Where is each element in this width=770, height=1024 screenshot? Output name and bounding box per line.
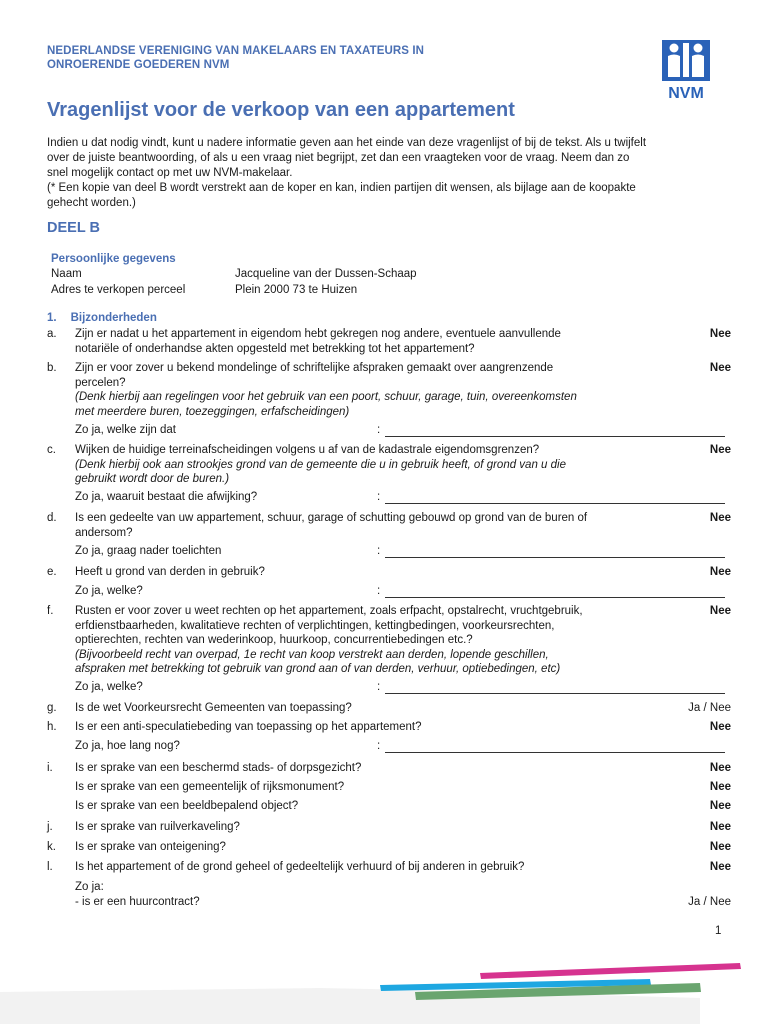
answer-line[interactable]: [385, 503, 725, 504]
question-letter: d.: [47, 512, 57, 524]
intro-line: (* Een kopie van deel B wordt verstrekt aan de koper en kan, indien partijen dit wensen, als bijlage aan de koopakte: [47, 182, 636, 194]
question-letter: k.: [47, 841, 56, 853]
answer: Ja / Nee: [688, 702, 731, 714]
question-text: Heeft u grond van derden in gebruik?: [75, 566, 265, 578]
org-line-1: NEDERLANDSE VERENIGING VAN MAKELAARS EN TAXATEURS IN: [47, 45, 425, 57]
section-label: Bijzonderheden: [70, 312, 157, 324]
question-text: erfdienstbaarheden, kwalitatieve rechten of verplichtingen, kettingbedingen, voorkeursrechten,: [75, 619, 555, 632]
answer-line[interactable]: [385, 752, 725, 753]
name-row: [51, 268, 417, 280]
question-text: percelen?: [75, 376, 126, 389]
answer: Nee: [709, 444, 731, 456]
question-text: Is er sprake van een beschermd stads- of dorpsgezicht?: [75, 762, 362, 774]
answer: Nee: [709, 605, 731, 617]
intro-line: Indien u dat nodig vindt, kunt u nadere informatie geven aan het einde van deze vragenlijst of bij de tekst. Als u twijfelt: [47, 137, 647, 149]
section-number: 1.: [47, 312, 57, 324]
section-title: DEEL B: [47, 220, 100, 236]
question-text: Zo ja:: [75, 881, 104, 893]
question-note: afspraken met betrekking tot gebruik van grond aan of van derden, verhuur, optiebedingen, etc): [75, 663, 561, 675]
org-line-2: ONROERENDE GOEDEREN NVM: [47, 59, 230, 71]
answer-line[interactable]: [385, 436, 725, 437]
question-text: optierechten, rechten van wederinkoop, huurkoop, concurrentiebedingen etc.?: [75, 634, 473, 646]
fill-colon: :: [377, 424, 381, 436]
name-value: Jacqueline van der Dussen-Schaap: [235, 268, 417, 280]
question-note: (Denk hierbij ook aan strookjes grond van de gemeente die u in gebruik heeft, of grond van u die: [75, 458, 566, 471]
question-letter: h.: [47, 721, 57, 733]
page-number: 1: [715, 925, 722, 937]
question-text: - is er een huurcontract?: [75, 895, 200, 908]
fill-label: Zo ja, graag nader toelichten: [75, 545, 222, 557]
question-text: andersom?: [75, 526, 133, 539]
fill-colon: :: [377, 545, 381, 557]
question-letter: c.: [47, 444, 56, 456]
question-letter: f.: [47, 605, 54, 617]
answer-line[interactable]: [385, 557, 725, 558]
question-text: Wijken de huidige terreinafscheidingen volgens u af van de kadastrale eigendomsgrenzen?: [75, 444, 540, 456]
logo-text: NVM: [668, 85, 704, 100]
answer: Nee: [709, 861, 731, 873]
question-text: Is het appartement of de grond geheel of gedeeltelijk verhuurd of bij anderen in gebruik?: [75, 861, 525, 873]
question-note: met meerdere buren, toezeggingen, erfafscheidingen): [75, 405, 350, 418]
answer: Nee: [709, 512, 731, 524]
organization-name: [47, 44, 497, 72]
fill-label: Zo ja, waaruit bestaat die afwijking?: [75, 491, 258, 503]
question-text: Is er sprake van een gemeentelijk of rijksmonument?: [75, 781, 345, 793]
question-text: Is een gedeelte van uw appartement, schuur, garage of schutting gebouwd op grond van de buren of: [75, 512, 588, 524]
question-text: Is er een anti-speculatiebeding van toepassing op het appartement?: [75, 721, 422, 733]
personal-heading: Persoonlijke gegevens: [51, 253, 176, 265]
question-text: Is de wet Voorkeursrecht Gemeenten van toepassing?: [75, 702, 352, 714]
fill-colon: :: [377, 585, 381, 597]
fill-d: [75, 545, 725, 557]
answer: Nee: [709, 821, 731, 833]
answer: Nee: [709, 762, 731, 774]
answer-line[interactable]: [385, 693, 725, 694]
question-text: Zijn er nadat u het appartement in eigendom hebt gekregen nog andere, eventuele aanvullende: [75, 328, 561, 340]
fill-h: [75, 740, 725, 752]
question-note: (Bijvoorbeeld recht van overpad, 1e recht van koop verstrekt aan derden, lopende geschillen,: [75, 648, 549, 661]
question-text: notariële of onderhandse akten opgesteld met betrekking tot het appartement?: [75, 342, 475, 355]
fill-label: Zo ja, hoe lang nog?: [75, 740, 180, 752]
answer: Nee: [709, 781, 731, 793]
question-letter: i.: [47, 762, 53, 774]
fill-label: Zo ja, welke?: [75, 585, 143, 597]
question-text: Is er sprake van ruilverkaveling?: [75, 821, 240, 833]
address-row: [51, 284, 358, 296]
answer: Nee: [709, 362, 731, 374]
answer: Nee: [709, 800, 731, 812]
fill-colon: :: [377, 681, 381, 693]
question-note: gebruikt wordt door de buren.): [75, 473, 230, 485]
nvm-logo: [660, 40, 712, 100]
question-text: Rusten er voor zover u weet rechten op het appartement, zoals erfpacht, opstalrecht, vruchtgebruik,: [75, 605, 583, 617]
magenta-stripe: [480, 963, 741, 979]
intro-text: [47, 136, 737, 211]
page-title: Vragenlijst voor de verkoop van een appartement: [47, 99, 515, 121]
question-letter: e.: [47, 566, 57, 578]
intro-line: over de juiste beantwoording, of als u een vraag niet begrijpt, zet dan een vraagteken voor de vraag. Neem dan zo: [47, 152, 630, 164]
name-label: Naam: [51, 268, 82, 280]
fill-colon: :: [377, 491, 381, 503]
question-letter: l.: [47, 861, 53, 873]
address-value: Plein 2000 73 te Huizen: [235, 284, 358, 296]
answer: Nee: [709, 328, 731, 340]
intro-line: gehecht worden.): [47, 197, 136, 209]
question-text: Zijn er voor zover u bekend mondelinge of schriftelijke afspraken gemaakt over aangrenzende: [75, 362, 554, 374]
question-text: Is er sprake van onteigening?: [75, 841, 226, 853]
answer: Ja / Nee: [688, 895, 731, 908]
fill-label: Zo ja, welke?: [75, 681, 143, 693]
question-letter: b.: [47, 362, 57, 374]
address-label: Adres te verkopen perceel: [51, 284, 186, 296]
question-text: Is er sprake van een beeldbepalend object?: [75, 800, 299, 812]
question-letter: j.: [47, 821, 53, 833]
answer-line[interactable]: [385, 597, 725, 598]
answer: Nee: [709, 841, 731, 853]
question-letter: a.: [47, 328, 57, 340]
bijzonderheden-heading: [47, 312, 171, 324]
fill-label: Zo ja, welke zijn dat: [75, 424, 176, 436]
question-note: (Denk hierbij aan regelingen voor het gebruik van een poort, schuur, garage, tuin, overeenkomsten: [75, 391, 577, 403]
fill-f: [75, 681, 725, 693]
fill-c: [75, 491, 725, 503]
fill-b: [75, 424, 725, 436]
intro-line: snel mogelijk contact op met uw NVM-makelaar.: [47, 167, 293, 179]
answer: Nee: [709, 566, 731, 578]
decorative-stripes: [0, 958, 770, 1024]
fill-colon: :: [377, 740, 381, 752]
fill-e: [75, 585, 725, 597]
answer: Nee: [709, 721, 731, 733]
question-letter: g.: [47, 702, 57, 714]
